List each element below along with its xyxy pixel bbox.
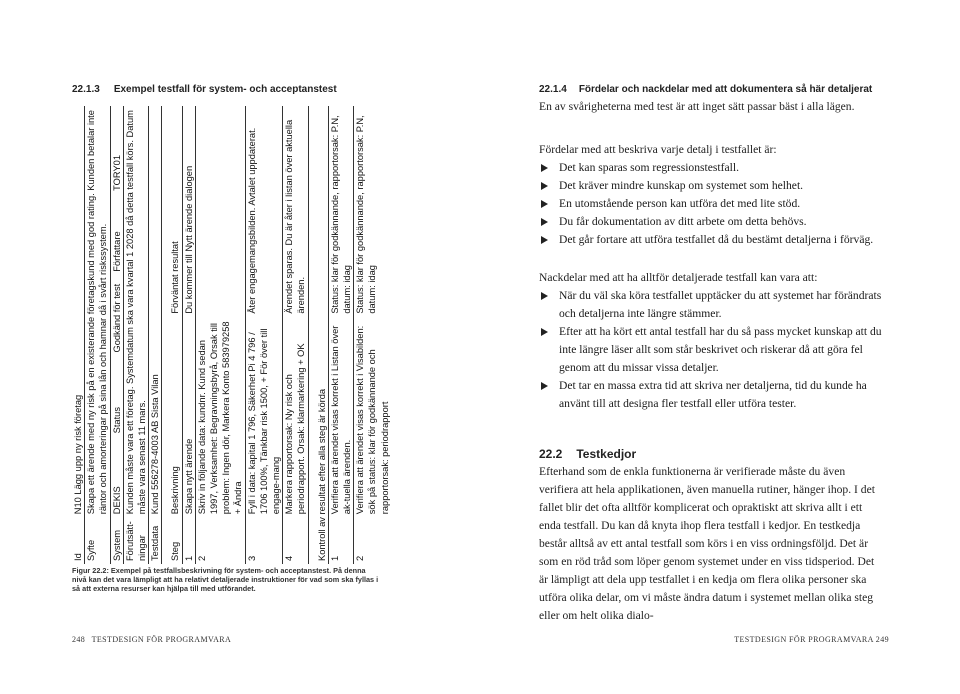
- page-number: 249: [875, 635, 889, 644]
- system-info: [111, 110, 123, 514]
- table-row-system: [110, 106, 123, 564]
- bullet-triangle-icon: [541, 218, 548, 226]
- row-value: Kund 556278-4003 AB Sista Vilan: [149, 106, 162, 517]
- list-item: En utomstående person kan utföra det med lite stöd.: [539, 195, 884, 213]
- step-row: [195, 106, 245, 564]
- row-value: N10 Lägg upp ny risk företag: [72, 106, 85, 517]
- list-item: Det går fortare att utföra testfallet då du bestämt detaljerna i förväg.: [539, 231, 884, 249]
- list-item: Det kräver mindre kunskap om systemet som helhet.: [539, 177, 884, 195]
- control-header-row: [308, 106, 328, 564]
- body-paragraph: Efterhand som de enkla funktionerna är verifierade måste du även verifiera att hela applikationen, även manuella rutiner, hänger ihop. I det fallet blir det ofta alltför komplicerat och opraktiskt att skriva allt i ett enda testfall. Du kan då knyta ihop flera testfall i kedjor. En testkedja består alltså av ett antal testfall som körs i en viss ordningsföljd. Det är som en röd tråd som löper genom systemet under en viss tidsperiod. Det är lämpligt att dela upp testfallet i en kedja om flera olika personer ska utföra olika delar, om vi måste ändra datum i systemet mellan olika steg eller om helt olika dialo-: [539, 465, 875, 622]
- list-item: Det tar en massa extra tid att skriva ner detaljerna, tid du kunde ha använt till att designa fler testfall eller utföra tester.: [539, 377, 884, 413]
- control-desc: Verifiera att ärendet visas korrekt i Visabilden: sök på status: klar för godkännande och rapportorsak: periodrapport: [355, 325, 390, 515]
- step-row: [182, 106, 195, 564]
- bullet-triangle-icon: [541, 328, 548, 336]
- steps-header-desc: Beskrivning: [162, 317, 182, 518]
- step-expected: Du kommer till Nytt ärende dialogen: [182, 106, 195, 317]
- section-heading-22-1-4: [539, 84, 884, 95]
- section-number: 22.1.4: [539, 84, 567, 95]
- list-item: Det kan sparas som regressionstestfall.: [539, 159, 884, 177]
- step-number: 3: [245, 517, 283, 564]
- pros-intro: Fördelar med att beskriva varje detalj i testfallet är:: [539, 143, 777, 156]
- footer-left: [72, 635, 231, 644]
- steps-header-row: [162, 106, 182, 564]
- control-row: [328, 106, 353, 564]
- step-expected: [195, 106, 245, 317]
- control-desc: Verifiera att ärendet visas korrekt i Listan över ak-tuella ärenden.: [328, 317, 353, 518]
- status-value: Godkänd för test: [111, 283, 122, 353]
- row-label: Syfte: [85, 517, 110, 564]
- step-desc: Skriv in följande data: kundnr. Kund sedan 1997, Verksamhet: Begravningsbyrå, Orsak till problem: Ingen dör, Markera Konto 583979258 + Ändra: [195, 317, 245, 518]
- bullet-triangle-icon: [541, 292, 548, 300]
- bullet-triangle-icon: [541, 164, 548, 172]
- pros-list: [539, 159, 884, 249]
- right-page: [539, 84, 884, 625]
- running-title: TESTDESIGN FÖR PROGRAMVARA: [734, 635, 874, 644]
- step-number: 2: [195, 517, 245, 564]
- row-label: System: [110, 517, 123, 564]
- cons-intro: Nackdelar med att ha alltför detaljerade testfall kan vara att:: [539, 271, 818, 284]
- step-row: [245, 106, 283, 564]
- table-row: [149, 106, 162, 564]
- row-value: Kunden måste vara ett företag. Systemdatum ska vara kvartal 1 2028 då detta testfall körs. Datum måste vara senast 11 mars.: [123, 106, 148, 517]
- step-row: [283, 106, 308, 564]
- running-title: TESTDESIGN FÖR PROGRAMVARA: [91, 635, 232, 644]
- author-value: TORY01: [111, 155, 122, 191]
- list-item: Efter att ha kört ett antal testfall har du så pass mycket kunskap att du inte längre läser allt som står beskrivet och riskerar då att göra fel genom att du missar vissa detaljer.: [539, 323, 884, 377]
- cons-list: [539, 287, 884, 413]
- row-label: Id: [72, 517, 85, 564]
- section-number: 22.2: [539, 447, 563, 461]
- control-expected: Status: klar för godkännande, rapportorsak: P.N, datum: idag: [328, 106, 353, 317]
- steps-header-step: Steg: [162, 517, 182, 564]
- table-row: [123, 106, 148, 564]
- section-title: Exempel testfall för system- och acceptanstest: [113, 84, 337, 95]
- section-number: 22.1.3: [72, 84, 100, 95]
- page-number: 248: [72, 635, 86, 644]
- steps-header-expected: Förväntat resultat: [162, 106, 182, 317]
- status-label: Status: [111, 407, 122, 434]
- test-case-table-rotated: [72, 106, 390, 564]
- test-case-table: [72, 106, 391, 564]
- section-title: Fördelar och nackdelar med att dokumentera så här detaljerat: [578, 84, 873, 95]
- bullet-triangle-icon: [541, 200, 548, 208]
- step-number: 1: [182, 517, 195, 564]
- footer-right: [734, 635, 889, 644]
- step-number: 4: [283, 517, 308, 564]
- bullet-triangle-icon: [541, 382, 548, 390]
- row-label: Testdata: [149, 517, 162, 564]
- list-item: Du får dokumentation av ditt arbete om detta behövs.: [539, 213, 884, 231]
- step-desc: Fyll i data: kapital 1 796, Säkerhet Pi 4 796 / 1706 100%, Tänkbar risk 1500, + För över till engage-mang: [245, 317, 283, 518]
- author-label: Författare: [111, 231, 122, 272]
- control-number: 2: [355, 555, 366, 561]
- table-row: [72, 106, 85, 564]
- control-row: [354, 106, 391, 564]
- control-expected: Status: klar för godkännande, rapportorsak: P.N, datum: idag: [355, 115, 378, 314]
- step-expected: Ärendet sparas. Du är åter i listan över aktuella ärenden.: [283, 106, 308, 317]
- step-desc: Markera rapportorsak: Ny risk och periodrapport. Orsak: klarmarkering + OK: [283, 317, 308, 518]
- bullet-triangle-icon: [541, 236, 548, 244]
- row-value: Skapa ett ärende med ny risk på en existerande företagskund med god rating. Kunden betalar inte räntor och amorteringar på sina lån och hamnar då i svårt riskssystem.: [85, 106, 110, 517]
- row-label: Förutsätt-ningar: [123, 517, 148, 564]
- intro-paragraph: En av svårigheterna med test är att inget sätt passar bäst i alla lägen.: [539, 100, 855, 113]
- section-heading-22-1-3: [72, 84, 337, 95]
- list-item: När du väl ska köra testfallet upptäcker du att systemet har förändrats och detaljerna inte längre stämmer.: [539, 287, 884, 323]
- control-header: Kontroll av resultat efter alla steg är körda: [308, 106, 328, 564]
- step-desc: Skapa nytt ärende: [182, 317, 195, 518]
- figure-caption: Figur 22.2: Exempel på testfallsbeskrivning för system- och acceptanstest. På denna nivå kan det vara lämpligt att ha relativt detaljerade instruktioner för vad som ska fyllas i så att externa resurser kan hjälpa till med utförandet.: [72, 566, 379, 594]
- control-number: 1: [328, 517, 353, 564]
- section-heading-22-2: [539, 447, 884, 461]
- system-value: DEKIS: [111, 486, 122, 515]
- table-row: [85, 106, 110, 564]
- section-title: Testkedjor: [576, 447, 637, 461]
- step-expected: Åter engagemangsbilden. Avtalet uppdaterat.: [245, 106, 283, 317]
- bullet-triangle-icon: [541, 182, 548, 190]
